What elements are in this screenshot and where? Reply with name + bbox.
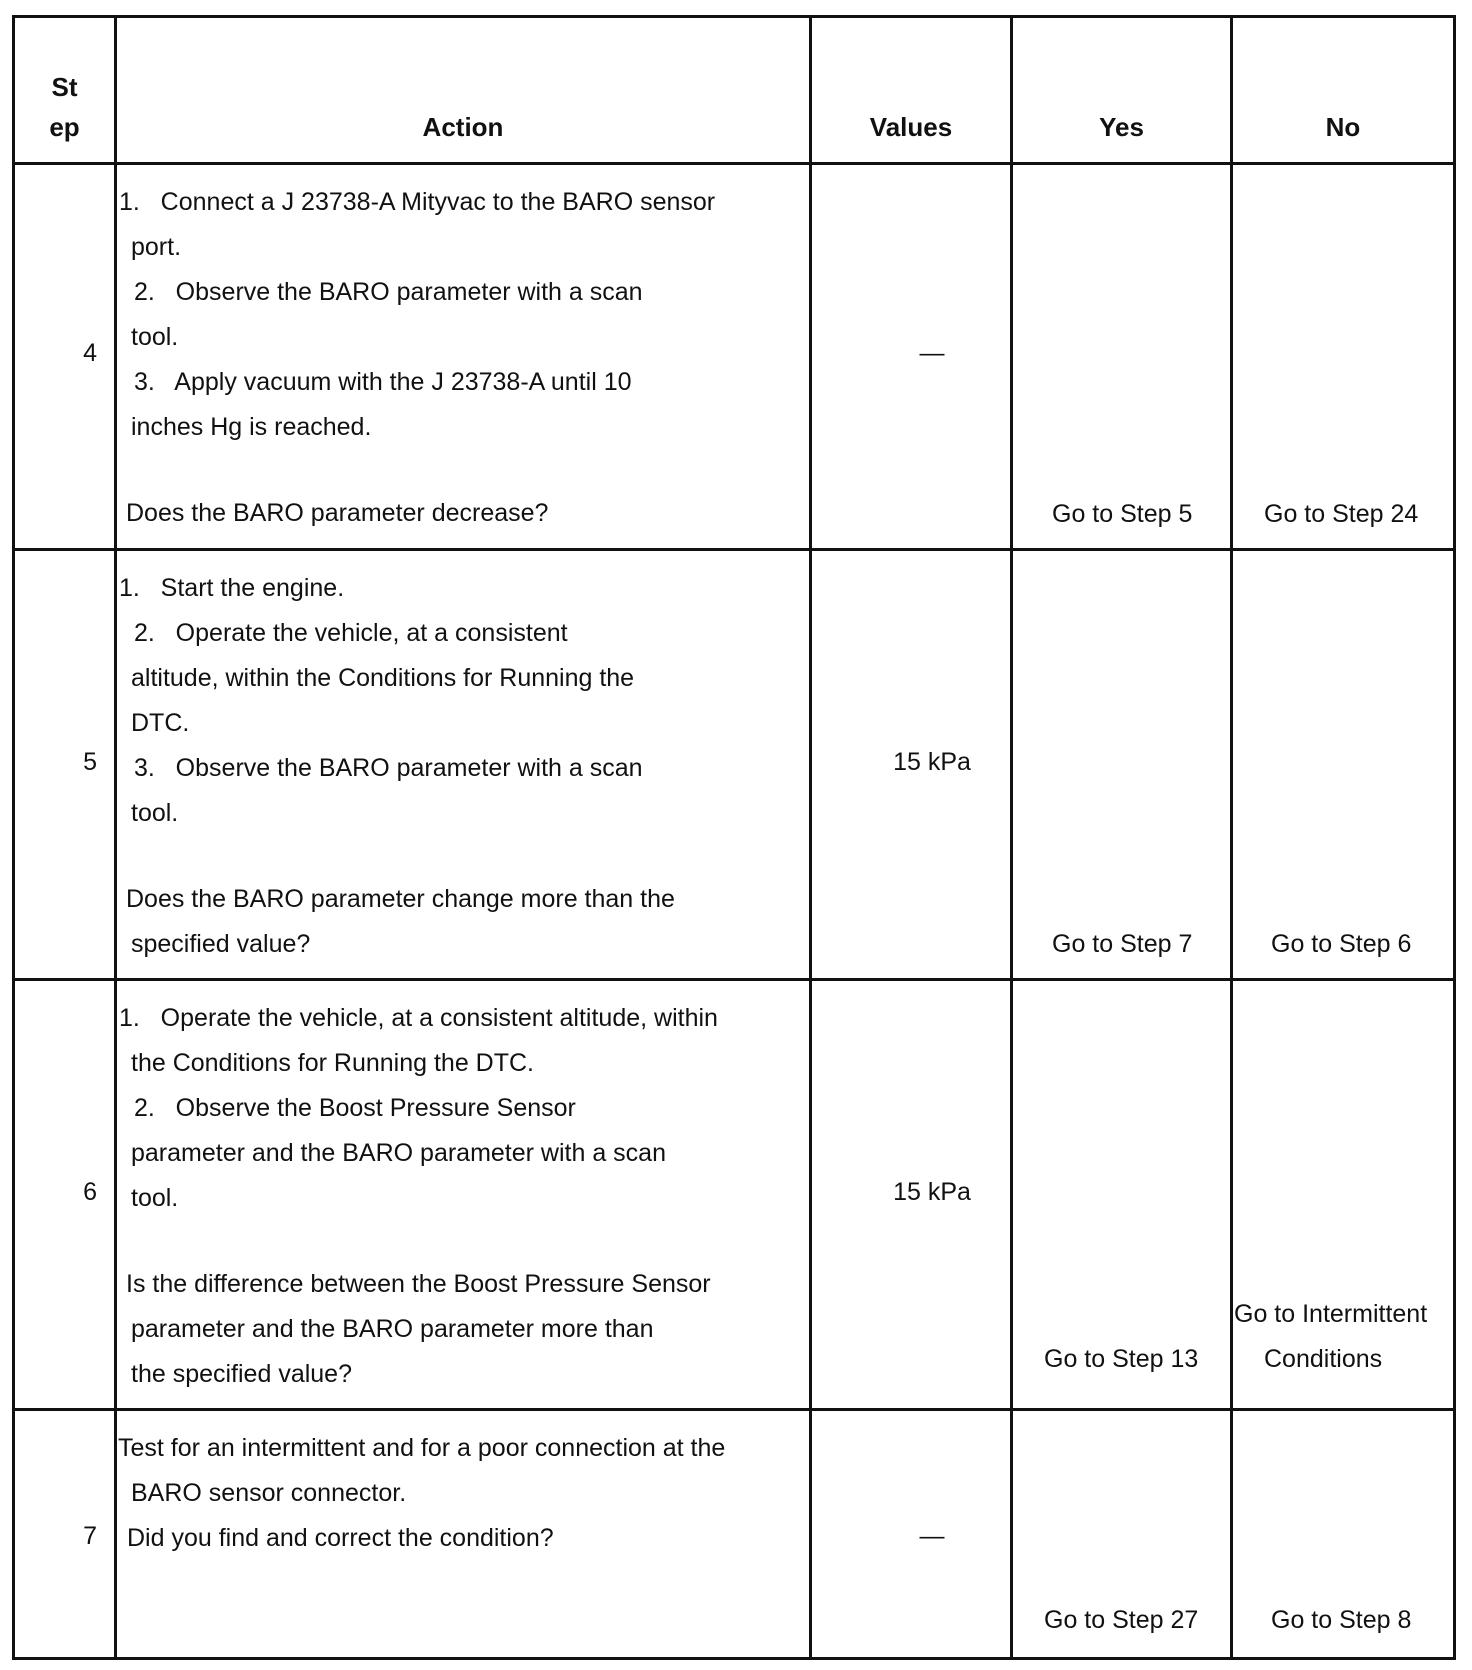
action-line: 1. Connect a J 23738-A Mityvac to the BARO sensor [119, 188, 716, 216]
action-question: Is the difference between the Boost Pressure Sensor [126, 1270, 711, 1298]
yes-step-6: Go to Step 13 [1044, 1345, 1199, 1373]
action-line: the Conditions for Running the DTC. [131, 1049, 534, 1077]
col-divider-action [809, 15, 812, 1660]
col-divider-yes [1230, 15, 1233, 1660]
action-step-6 [117, 996, 809, 1397]
action-line: 3. Apply vacuum with the J 23738-A until 10 [134, 368, 632, 396]
action-line: DTC. [131, 709, 190, 737]
table-border-bottom [12, 1657, 1456, 1660]
action-line: port. [131, 233, 182, 261]
action-line: 2. Observe the BARO parameter with a scan [134, 278, 643, 306]
action-line: BARO sensor connector. [131, 1479, 407, 1507]
action-step-7 [117, 1426, 809, 1561]
action-step-5 [117, 566, 809, 967]
header-yes: Yes [1099, 112, 1144, 142]
action-line: 1. Start the engine. [119, 574, 345, 602]
action-line: altitude, within the Conditions for Running the [131, 664, 635, 692]
action-spacer [117, 836, 809, 881]
table-border-top [12, 15, 1456, 18]
header-action: Action [422, 112, 504, 142]
value-step-7: — [919, 1522, 945, 1550]
action-line: 2. Operate the vehicle, at a consistent [134, 619, 568, 647]
col-divider-values [1010, 15, 1013, 1660]
no-step-5: Go to Step 6 [1271, 930, 1412, 958]
no-step-6-line1: Go to Intermittent [1234, 1300, 1428, 1328]
action-question: Does the BARO parameter change more than the [126, 885, 675, 913]
action-question: parameter and the BARO parameter more than [131, 1315, 654, 1343]
header-step-line1: St [51, 72, 78, 102]
action-spacer [117, 1221, 809, 1266]
action-step-4 [117, 180, 809, 536]
header-no: No [1325, 112, 1361, 142]
action-line: 1. Operate the vehicle, at a consistent altitude, within [119, 1004, 718, 1032]
value-step-4: — [919, 339, 945, 367]
action-spacer [117, 450, 809, 495]
action-line: parameter and the BARO parameter with a scan [131, 1139, 666, 1167]
diagnostic-table [12, 15, 1456, 1660]
action-line: 2. Observe the Boost Pressure Sensor [134, 1094, 576, 1122]
table-border-right [1453, 15, 1456, 1660]
header-values: Values [869, 112, 953, 142]
step-number-4: 4 [83, 339, 97, 367]
action-line: tool. [131, 1184, 179, 1212]
step-number-7: 7 [83, 1522, 97, 1550]
action-question: specified value? [131, 930, 311, 958]
value-step-5: 15 kPa [893, 748, 971, 776]
action-question: Did you find and correct the condition? [127, 1524, 554, 1552]
action-question: the specified value? [131, 1360, 352, 1388]
row-divider-5 [12, 978, 1456, 981]
table-border-left [12, 15, 15, 1660]
action-line: tool. [131, 323, 179, 351]
step-number-5: 5 [83, 748, 97, 776]
action-question: Does the BARO parameter decrease? [126, 499, 549, 527]
row-divider-4 [12, 548, 1456, 551]
yes-step-5: Go to Step 7 [1052, 930, 1193, 958]
header-divider [12, 162, 1456, 165]
action-line: inches Hg is reached. [131, 413, 372, 441]
no-step-7: Go to Step 8 [1271, 1606, 1412, 1634]
action-line: 3. Observe the BARO parameter with a scan [134, 754, 643, 782]
yes-step-4: Go to Step 5 [1052, 500, 1193, 528]
header-step-line2: ep [49, 112, 80, 142]
no-step-4: Go to Step 24 [1264, 500, 1419, 528]
no-step-6-line2: Conditions [1264, 1345, 1383, 1373]
header-step [15, 67, 114, 147]
value-step-6: 15 kPa [893, 1178, 971, 1206]
row-divider-6 [12, 1408, 1456, 1411]
action-line: Test for an intermittent and for a poor connection at the [118, 1434, 726, 1462]
action-line: tool. [131, 799, 179, 827]
step-number-6: 6 [83, 1178, 97, 1206]
yes-step-7: Go to Step 27 [1044, 1606, 1199, 1634]
